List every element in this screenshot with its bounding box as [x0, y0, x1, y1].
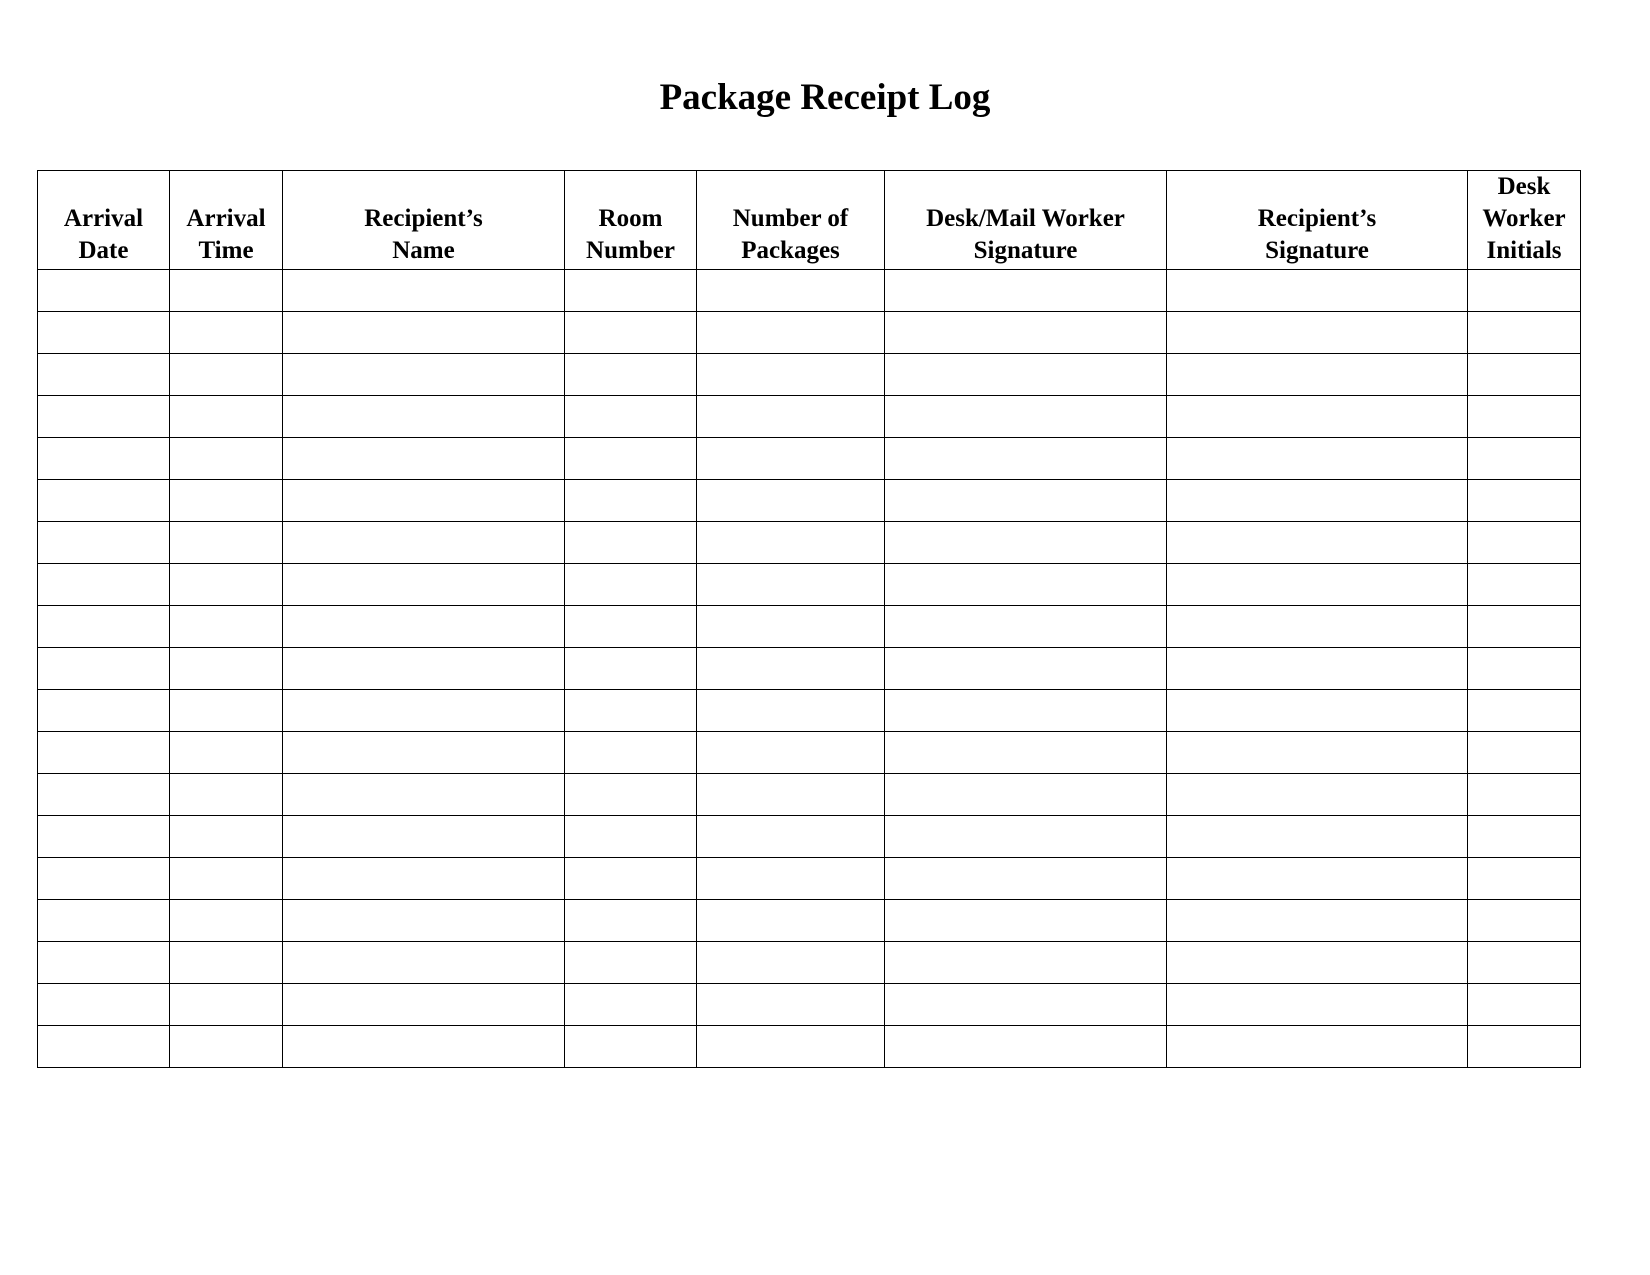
room-number-cell[interactable]: [565, 1026, 697, 1068]
header-line: Initials: [1486, 237, 1562, 264]
log-row: [38, 312, 1581, 354]
desk-worker-initials-cell[interactable]: [1468, 396, 1581, 438]
room-number-cell[interactable]: [565, 984, 697, 1026]
package-log-table: [37, 170, 1581, 1068]
arrival-time-cell[interactable]: [170, 396, 283, 438]
desk-mail-worker-signature-cell[interactable]: [885, 690, 1167, 732]
desk-mail-worker-signature-cell[interactable]: [885, 984, 1167, 1026]
number-of-packages-cell[interactable]: [697, 480, 885, 522]
header-arrival-time: [170, 171, 283, 270]
arrival-date-cell[interactable]: [38, 858, 170, 900]
arrival-time-cell[interactable]: [170, 858, 283, 900]
header-line: Arrival: [63, 205, 144, 232]
log-row: [38, 354, 1581, 396]
recipient-name-cell[interactable]: [283, 270, 565, 312]
desk-mail-worker-signature-cell[interactable]: [885, 1026, 1167, 1068]
recipient-signature-cell[interactable]: [1167, 1026, 1468, 1068]
recipient-name-cell[interactable]: [283, 690, 565, 732]
arrival-time-cell[interactable]: [170, 522, 283, 564]
arrival-date-cell[interactable]: [38, 942, 170, 984]
recipient-name-cell[interactable]: [283, 858, 565, 900]
room-number-cell[interactable]: [565, 816, 697, 858]
header-desk-worker-initials: [1468, 171, 1581, 270]
desk-mail-worker-signature-cell[interactable]: [885, 396, 1167, 438]
recipient-signature-cell[interactable]: [1167, 522, 1468, 564]
header-recipient-signature: [1167, 171, 1468, 270]
header-line: Arrival: [186, 205, 266, 232]
arrival-time-cell[interactable]: [170, 564, 283, 606]
recipient-name-cell[interactable]: [283, 732, 565, 774]
arrival-date-cell[interactable]: [38, 690, 170, 732]
desk-worker-initials-cell[interactable]: [1468, 690, 1581, 732]
recipient-signature-cell[interactable]: [1167, 774, 1468, 816]
number-of-packages-cell[interactable]: [697, 732, 885, 774]
arrival-time-cell[interactable]: [170, 648, 283, 690]
log-row: [38, 522, 1581, 564]
header-room-number: [565, 171, 697, 270]
number-of-packages-cell[interactable]: [697, 522, 885, 564]
arrival-time-cell[interactable]: [170, 606, 283, 648]
log-row: [38, 480, 1581, 522]
room-number-cell[interactable]: [565, 732, 697, 774]
arrival-time-cell[interactable]: [170, 732, 283, 774]
log-row: [38, 690, 1581, 732]
arrival-date-cell[interactable]: [38, 900, 170, 942]
arrival-time-cell[interactable]: [170, 900, 283, 942]
header-line: Time: [198, 237, 254, 264]
log-row: [38, 858, 1581, 900]
header-line: Number: [586, 237, 675, 264]
room-number-cell[interactable]: [565, 606, 697, 648]
recipient-signature-cell[interactable]: [1167, 690, 1468, 732]
desk-mail-worker-signature-cell[interactable]: [885, 270, 1167, 312]
header-number-of-packages: [697, 171, 885, 270]
number-of-packages-cell[interactable]: [697, 858, 885, 900]
recipient-name-cell[interactable]: [283, 396, 565, 438]
room-number-cell[interactable]: [565, 648, 697, 690]
desk-mail-worker-signature-cell[interactable]: [885, 942, 1167, 984]
arrival-date-cell[interactable]: [38, 1026, 170, 1068]
room-number-cell[interactable]: [565, 690, 697, 732]
recipient-signature-cell[interactable]: [1167, 438, 1468, 480]
room-number-cell[interactable]: [565, 270, 697, 312]
number-of-packages-cell[interactable]: [697, 984, 885, 1026]
room-number-cell[interactable]: [565, 396, 697, 438]
recipient-name-cell[interactable]: [283, 984, 565, 1026]
number-of-packages-cell[interactable]: [697, 606, 885, 648]
recipient-name-cell[interactable]: [283, 564, 565, 606]
recipient-name-cell[interactable]: [283, 312, 565, 354]
arrival-date-cell[interactable]: [38, 354, 170, 396]
recipient-signature-cell[interactable]: [1167, 312, 1468, 354]
log-body: [38, 270, 1581, 1068]
header-line: Number of: [732, 205, 849, 232]
header-line: Desk/Mail Worker: [926, 205, 1125, 232]
recipient-signature-cell[interactable]: [1167, 900, 1468, 942]
arrival-date-cell[interactable]: [38, 270, 170, 312]
arrival-date-cell[interactable]: [38, 984, 170, 1026]
desk-worker-initials-cell[interactable]: [1468, 1026, 1581, 1068]
arrival-date-cell[interactable]: [38, 816, 170, 858]
desk-mail-worker-signature-cell[interactable]: [885, 900, 1167, 942]
recipient-signature-cell[interactable]: [1167, 396, 1468, 438]
arrival-date-cell[interactable]: [38, 564, 170, 606]
number-of-packages-cell[interactable]: [697, 312, 885, 354]
header-line: Signature: [1265, 237, 1369, 264]
number-of-packages-cell[interactable]: [697, 354, 885, 396]
recipient-name-cell[interactable]: [283, 942, 565, 984]
desk-worker-initials-cell[interactable]: [1468, 984, 1581, 1026]
page-title: Package Receipt Log: [659, 77, 991, 118]
arrival-date-cell[interactable]: [38, 522, 170, 564]
log-row: [38, 984, 1581, 1026]
arrival-date-cell[interactable]: [38, 648, 170, 690]
number-of-packages-cell[interactable]: [697, 564, 885, 606]
recipient-name-cell[interactable]: [283, 816, 565, 858]
desk-worker-initials-cell[interactable]: [1468, 648, 1581, 690]
header-row: [38, 171, 1581, 270]
number-of-packages-cell[interactable]: [697, 438, 885, 480]
recipient-name-cell[interactable]: [283, 1026, 565, 1068]
desk-mail-worker-signature-cell[interactable]: [885, 606, 1167, 648]
number-of-packages-cell[interactable]: [697, 1026, 885, 1068]
recipient-signature-cell[interactable]: [1167, 480, 1468, 522]
arrival-date-cell[interactable]: [38, 480, 170, 522]
desk-mail-worker-signature-cell[interactable]: [885, 858, 1167, 900]
number-of-packages-cell[interactable]: [697, 648, 885, 690]
header-recipient-name: [283, 171, 565, 270]
recipient-signature-cell[interactable]: [1167, 858, 1468, 900]
header-line: Packages: [741, 237, 840, 264]
arrival-date-cell[interactable]: [38, 396, 170, 438]
arrival-time-cell[interactable]: [170, 942, 283, 984]
arrival-date-cell[interactable]: [38, 312, 170, 354]
arrival-date-cell[interactable]: [38, 606, 170, 648]
room-number-cell[interactable]: [565, 438, 697, 480]
room-number-cell[interactable]: [565, 480, 697, 522]
recipient-name-cell[interactable]: [283, 354, 565, 396]
desk-mail-worker-signature-cell[interactable]: [885, 438, 1167, 480]
desk-worker-initials-cell[interactable]: [1468, 900, 1581, 942]
room-number-cell[interactable]: [565, 900, 697, 942]
arrival-date-cell[interactable]: [38, 732, 170, 774]
desk-worker-initials-cell[interactable]: [1468, 816, 1581, 858]
desk-worker-initials-cell[interactable]: [1468, 354, 1581, 396]
header-line: Name: [392, 237, 455, 264]
recipient-name-cell[interactable]: [283, 606, 565, 648]
desk-worker-initials-cell[interactable]: [1468, 564, 1581, 606]
desk-mail-worker-signature-cell[interactable]: [885, 564, 1167, 606]
room-number-cell[interactable]: [565, 858, 697, 900]
log-row: [38, 816, 1581, 858]
recipient-name-cell[interactable]: [283, 480, 565, 522]
desk-worker-initials-cell[interactable]: [1468, 606, 1581, 648]
desk-mail-worker-signature-cell[interactable]: [885, 522, 1167, 564]
log-row: [38, 438, 1581, 480]
recipient-signature-cell[interactable]: [1167, 564, 1468, 606]
log-row: [38, 606, 1581, 648]
arrival-time-cell[interactable]: [170, 1026, 283, 1068]
arrival-time-cell[interactable]: [170, 480, 283, 522]
arrival-time-cell[interactable]: [170, 312, 283, 354]
room-number-cell[interactable]: [565, 354, 697, 396]
header-line: Recipient’s: [364, 205, 483, 232]
desk-worker-initials-cell[interactable]: [1468, 942, 1581, 984]
arrival-time-cell[interactable]: [170, 354, 283, 396]
recipient-name-cell[interactable]: [283, 648, 565, 690]
log-row: [38, 774, 1581, 816]
header-line: Date: [78, 237, 129, 264]
number-of-packages-cell[interactable]: [697, 942, 885, 984]
arrival-time-cell[interactable]: [170, 270, 283, 312]
log-row: [38, 1026, 1581, 1068]
header-arrival-date: [38, 171, 170, 270]
desk-worker-initials-cell[interactable]: [1468, 774, 1581, 816]
desk-mail-worker-signature-cell[interactable]: [885, 312, 1167, 354]
header-line: Recipient’s: [1257, 205, 1377, 232]
recipient-signature-cell[interactable]: [1167, 816, 1468, 858]
number-of-packages-cell[interactable]: [697, 270, 885, 312]
header-line: Worker: [1482, 205, 1566, 232]
recipient-signature-cell[interactable]: [1167, 732, 1468, 774]
recipient-signature-cell[interactable]: [1167, 606, 1468, 648]
header-line: Signature: [973, 237, 1078, 264]
room-number-cell[interactable]: [565, 522, 697, 564]
room-number-cell[interactable]: [565, 312, 697, 354]
desk-mail-worker-signature-cell[interactable]: [885, 480, 1167, 522]
recipient-name-cell[interactable]: [283, 438, 565, 480]
log-row: [38, 270, 1581, 312]
log-row: [38, 648, 1581, 690]
recipient-signature-cell[interactable]: [1167, 270, 1468, 312]
recipient-signature-cell[interactable]: [1167, 648, 1468, 690]
desk-worker-initials-cell[interactable]: [1468, 732, 1581, 774]
desk-mail-worker-signature-cell[interactable]: [885, 816, 1167, 858]
log-row: [38, 732, 1581, 774]
recipient-signature-cell[interactable]: [1167, 354, 1468, 396]
recipient-signature-cell[interactable]: [1167, 984, 1468, 1026]
desk-worker-initials-cell[interactable]: [1468, 522, 1581, 564]
number-of-packages-cell[interactable]: [697, 816, 885, 858]
arrival-time-cell[interactable]: [170, 774, 283, 816]
number-of-packages-cell[interactable]: [697, 900, 885, 942]
recipient-name-cell[interactable]: [283, 900, 565, 942]
number-of-packages-cell[interactable]: [697, 396, 885, 438]
desk-mail-worker-signature-cell[interactable]: [885, 774, 1167, 816]
room-number-cell[interactable]: [565, 564, 697, 606]
desk-worker-initials-cell[interactable]: [1468, 312, 1581, 354]
header-line: Desk: [1497, 173, 1551, 200]
header-line: Room: [598, 205, 663, 232]
arrival-date-cell[interactable]: [38, 774, 170, 816]
desk-mail-worker-signature-cell[interactable]: [885, 732, 1167, 774]
number-of-packages-cell[interactable]: [697, 774, 885, 816]
recipient-name-cell[interactable]: [283, 774, 565, 816]
desk-worker-initials-cell[interactable]: [1468, 858, 1581, 900]
arrival-time-cell[interactable]: [170, 690, 283, 732]
number-of-packages-cell[interactable]: [697, 690, 885, 732]
desk-mail-worker-signature-cell[interactable]: [885, 354, 1167, 396]
desk-worker-initials-cell[interactable]: [1468, 270, 1581, 312]
log-row: [38, 900, 1581, 942]
desk-worker-initials-cell[interactable]: [1468, 480, 1581, 522]
arrival-time-cell[interactable]: [170, 438, 283, 480]
desk-worker-initials-cell[interactable]: [1468, 438, 1581, 480]
log-row: [38, 564, 1581, 606]
arrival-date-cell[interactable]: [38, 438, 170, 480]
arrival-time-cell[interactable]: [170, 816, 283, 858]
room-number-cell[interactable]: [565, 942, 697, 984]
room-number-cell[interactable]: [565, 774, 697, 816]
log-row: [38, 396, 1581, 438]
log-row: [38, 942, 1581, 984]
arrival-time-cell[interactable]: [170, 984, 283, 1026]
desk-mail-worker-signature-cell[interactable]: [885, 648, 1167, 690]
recipient-name-cell[interactable]: [283, 522, 565, 564]
header-desk-mail-worker-signature: [885, 171, 1167, 270]
recipient-signature-cell[interactable]: [1167, 942, 1468, 984]
